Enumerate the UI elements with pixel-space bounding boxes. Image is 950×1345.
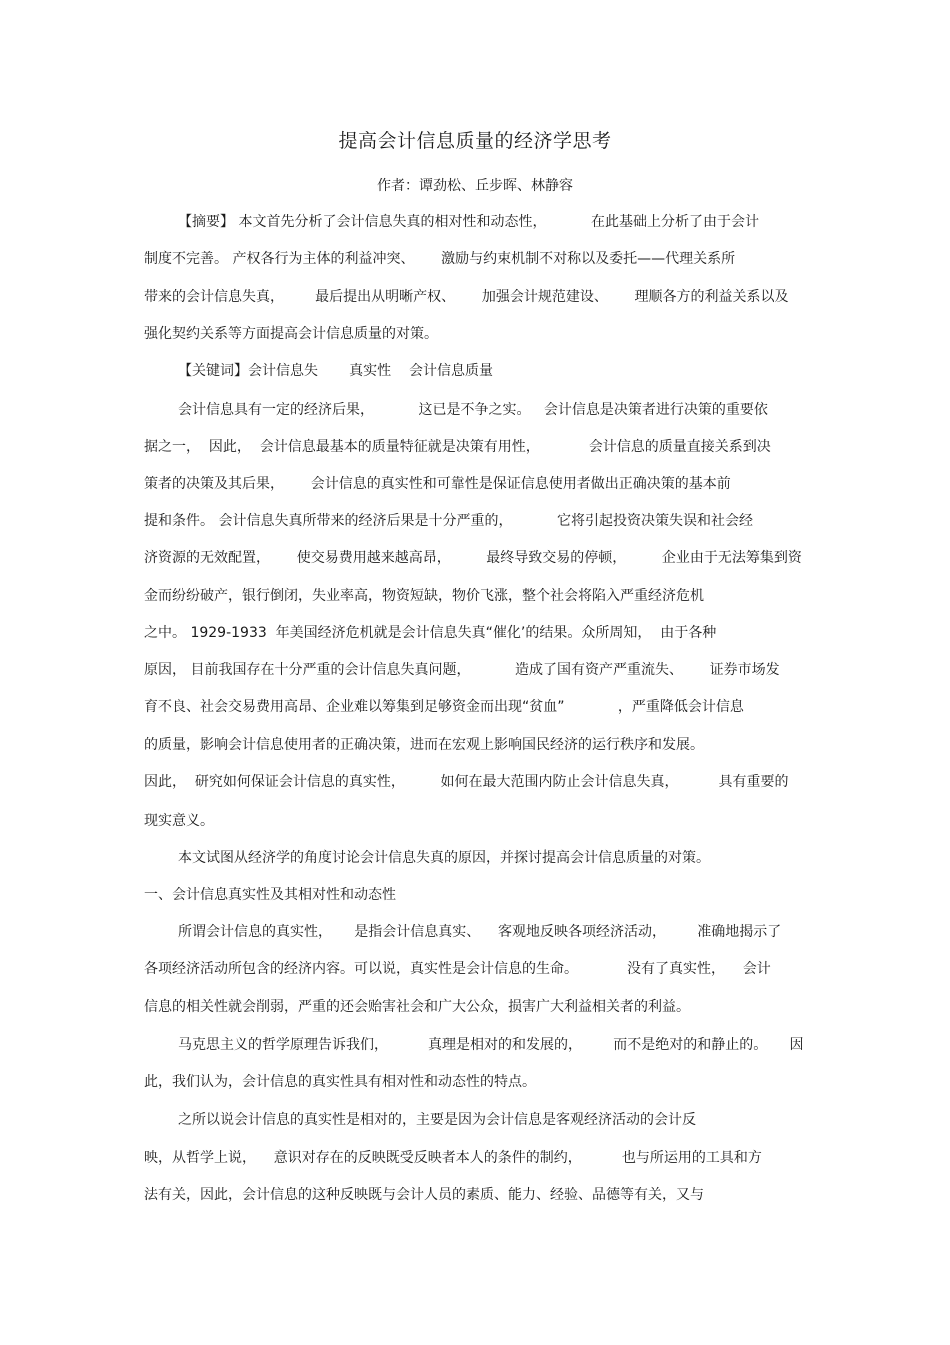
- body-line: 现实意义。: [144, 813, 214, 829]
- body-line: 信息的相关性就会削弱，严重的还会贻害社会和广大公众，损害广大利益相关者的利益。: [144, 999, 690, 1015]
- body-line: 此，我们认为，会计信息的真实性具有相对性和动态性的特点。: [144, 1074, 536, 1090]
- abstract-line: 制度不完善。 产权各行为主体的利益冲突、 激励与约束机制不对称以及委托——代理关系所: [144, 251, 736, 267]
- body-line: 各项经济活动所包含的经济内容。可以说，真实性是会计信息的生命。 没有了真实性， 会计: [144, 961, 771, 977]
- body-line: 之中。 1929-1933 年美国经济危机就是会计信息失真“催化’的结果。众所周知， 由于各种: [144, 625, 717, 641]
- body-line: 法有关，因此，会计信息的这种反映既与会计人员的素质、能力、经验、品德等有关，又与: [144, 1187, 704, 1203]
- document-authors: 作者：谭劲松、丘步晖、林静容: [377, 178, 573, 194]
- body-line: 提和条件。 会计信息失真所带来的经济后果是十分严重的， 它将引起投资决策失误和社会经: [144, 513, 753, 529]
- abstract-line: 【摘要】 本文首先分析了会计信息失真的相对性和动态性， 在此基础上分析了由于会计: [178, 214, 759, 230]
- body-line: 育不良、社会交易费用高昂、企业难以筹集到足够资金而出现“贫血” ，严重降低会计信息: [144, 699, 744, 715]
- abstract-line: 带来的会计信息失真， 最后提出从明晰产权、 加强会计规范建设、 理顺各方的利益关系以及: [144, 289, 789, 305]
- section-heading: 一、会计信息真实性及其相对性和动态性: [144, 887, 396, 903]
- body-line: 马克思主义的哲学原理告诉我们， 真理是相对的和发展的， 而不是绝对的和静止的。 因: [178, 1037, 804, 1053]
- body-line: 金而纷纷破产，银行倒闭，失业率高，物资短缺，物价飞涨，整个社会将陷入严重经济危机: [144, 588, 704, 604]
- body-line: 之所以说会计信息的真实性是相对的，主要是因为会计信息是客观经济活动的会计反: [178, 1112, 696, 1128]
- body-line: 本文试图从经济学的角度讨论会计信息失真的原因，并探讨提高会计信息质量的对策。: [178, 850, 710, 866]
- body-line: 映，从哲学上说， 意识对存在的反映既受反映者本人的条件的制约， 也与所运用的工具和方: [144, 1150, 762, 1166]
- body-line: 济资源的无效配置， 使交易费用越来越高昂， 最终导致交易的停顿， 企业由于无法筹集到资: [144, 550, 802, 566]
- document-title: 提高会计信息质量的经济学思考: [338, 130, 612, 152]
- body-line: 会计信息具有一定的经济后果， 这已是不争之实。 会计信息是决策者进行决策的重要依: [178, 402, 768, 418]
- body-line: 据之一， 因此， 会计信息最基本的质量特征就是决策有用性， 会计信息的质量直接关系到决: [144, 439, 771, 455]
- body-line: 所谓会计信息的真实性， 是指会计信息真实、 客观地反映各项经济活动， 准确地揭示了: [178, 924, 782, 940]
- keywords-line: 【关键词】会计信息失 真实性 会计信息质量: [178, 363, 493, 379]
- body-line: 因此， 研究如何保证会计信息的真实性， 如何在最大范围内防止会计信息失真， 具有重要的: [144, 774, 789, 790]
- abstract-line: 强化契约关系等方面提高会计信息质量的对策。: [144, 326, 438, 342]
- body-line: 的质量，影响会计信息使用者的正确决策，进而在宏观上影响国民经济的运行秩序和发展。: [144, 737, 704, 753]
- body-line: 策者的决策及其后果， 会计信息的真实性和可靠性是保证信息使用者做出正确决策的基本前: [144, 476, 731, 492]
- body-line: 原因， 目前我国存在十分严重的会计信息失真问题， 造成了国有资产严重流失、 证券市场发: [144, 662, 780, 678]
